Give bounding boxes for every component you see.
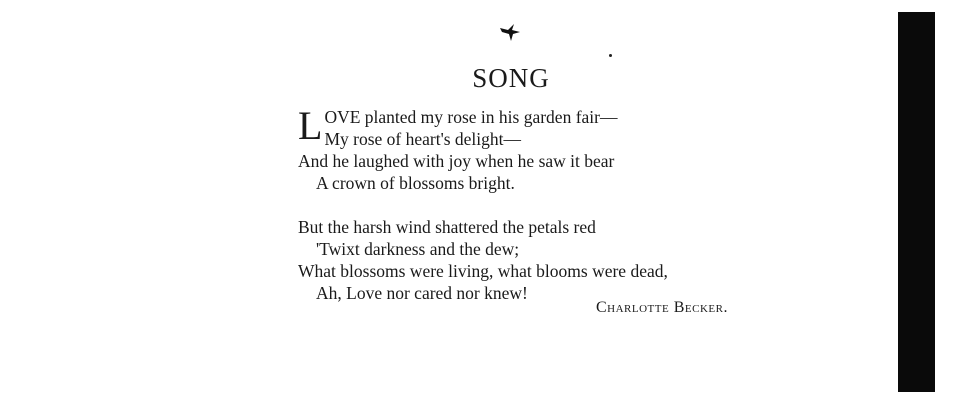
poem-line-4: A crown of blossoms bright.	[316, 173, 515, 193]
bird-ornament-icon	[498, 20, 522, 44]
stanza-1	[298, 103, 818, 194]
poem-line-8: Ah, Love nor cared nor knew!	[316, 283, 528, 303]
poem-line-3: And he laughed with joy when he saw it bear	[298, 151, 615, 171]
scan-edge-bar	[898, 12, 935, 392]
drop-cap: L	[298, 103, 323, 148]
poem-title: SONG	[472, 63, 550, 93]
poem-line-7: What blossoms were living, what blooms were dead,	[298, 261, 668, 281]
stanza-2	[298, 216, 818, 304]
poem-body	[298, 103, 818, 304]
poem-line-5: But the harsh wind shattered the petals red	[298, 217, 596, 237]
stanza-gap	[298, 194, 818, 216]
author-signature: Charlotte Becker.	[596, 299, 728, 316]
poem-line-1: OVE planted my rose in his garden fair—	[324, 107, 618, 127]
print-speck	[609, 54, 612, 57]
poem-line-6: 'Twixt darkness and the dew;	[316, 239, 520, 259]
poem-line-2: My rose of heart's delight—	[324, 129, 522, 149]
